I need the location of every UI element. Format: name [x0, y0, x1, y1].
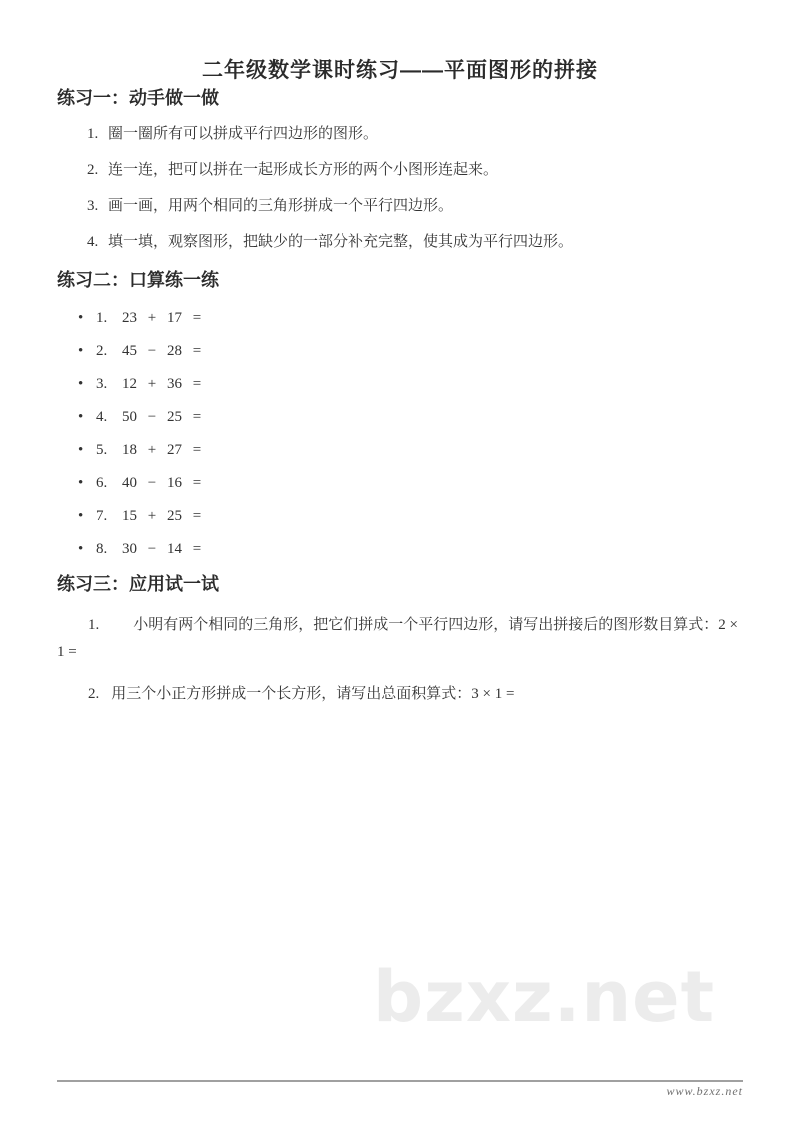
application-problem-1 [57, 612, 743, 666]
math-expression: 30 − 14 = [122, 541, 202, 557]
item-number: 5. [96, 442, 108, 458]
item-number: 2. [87, 162, 99, 178]
section-exercise-2 [57, 268, 743, 559]
section-exercise-3 [57, 572, 743, 708]
math-expression: 12 + 36 = [122, 376, 202, 392]
item-number: 1. [87, 126, 99, 142]
item-number: 3. [96, 376, 108, 392]
item-text: 圈一圈所有可以拼成平行四边形的图形。 [108, 126, 379, 142]
item-number: 6. [96, 475, 108, 491]
list-item [87, 160, 743, 180]
list-item [78, 407, 743, 427]
item-number: 2. [88, 686, 100, 702]
math-expression: 15 + 25 = [122, 508, 202, 524]
item-number: 1. [88, 617, 100, 633]
section-2-heading: 练习二：口算练一练 [57, 270, 219, 290]
list-item [87, 124, 743, 144]
list-item [78, 473, 743, 493]
section-3-heading: 练习三：应用试一试 [57, 574, 219, 594]
list-item [78, 440, 743, 460]
page-footer [57, 1080, 743, 1099]
list-item [87, 232, 743, 252]
list-item [78, 308, 743, 328]
footer-site-url: www.bzxz.net [666, 1084, 743, 1098]
item-number: 7. [96, 508, 108, 524]
item-number: 3. [87, 198, 99, 214]
list-item [78, 539, 743, 559]
page-title: 二年级数学课时练习——平面图形的拼接 [202, 59, 598, 82]
item-number: 2. [96, 343, 108, 359]
list-item [78, 341, 743, 361]
watermark: bzxz.net [373, 956, 716, 1038]
item-text: 连一连，把可以拼在一起形成长方形的两个小图形连起来。 [108, 162, 499, 178]
math-expression: 50 − 25 = [122, 409, 202, 425]
exercise-2-list [57, 308, 743, 559]
list-item [87, 196, 743, 216]
list-item [78, 506, 743, 526]
item-text: 填一填，观察图形，把缺少的一部分补充完整，使其成为平行四边形。 [108, 234, 574, 250]
math-expression: 23 + 17 = [122, 310, 202, 326]
item-text: 画一画，用两个相同的三角形拼成一个平行四边形。 [108, 198, 454, 214]
math-expression: 45 − 28 = [122, 343, 202, 359]
item-number: 1. [96, 310, 108, 326]
section-1-heading: 练习一：动手做一做 [57, 88, 219, 108]
item-text: 用三个小正方形拼成一个长方形，请写出总面积算式：3 × 1 = [111, 686, 515, 702]
section-exercise-1 [57, 86, 743, 252]
exercise-1-list [57, 124, 743, 252]
item-number: 4. [96, 409, 108, 425]
item-number: 8. [96, 541, 108, 557]
application-problem-2 [57, 681, 743, 708]
math-expression: 40 − 16 = [122, 475, 202, 491]
footer-divider [57, 1080, 743, 1082]
math-expression: 18 + 27 = [122, 442, 202, 458]
list-item [78, 374, 743, 394]
item-text: 小明有两个相同的三角形，把它们拼成一个平行四边形，请写出拼接后的图形数目算式：2 × 1 = [57, 617, 738, 660]
item-number: 4. [87, 234, 99, 250]
